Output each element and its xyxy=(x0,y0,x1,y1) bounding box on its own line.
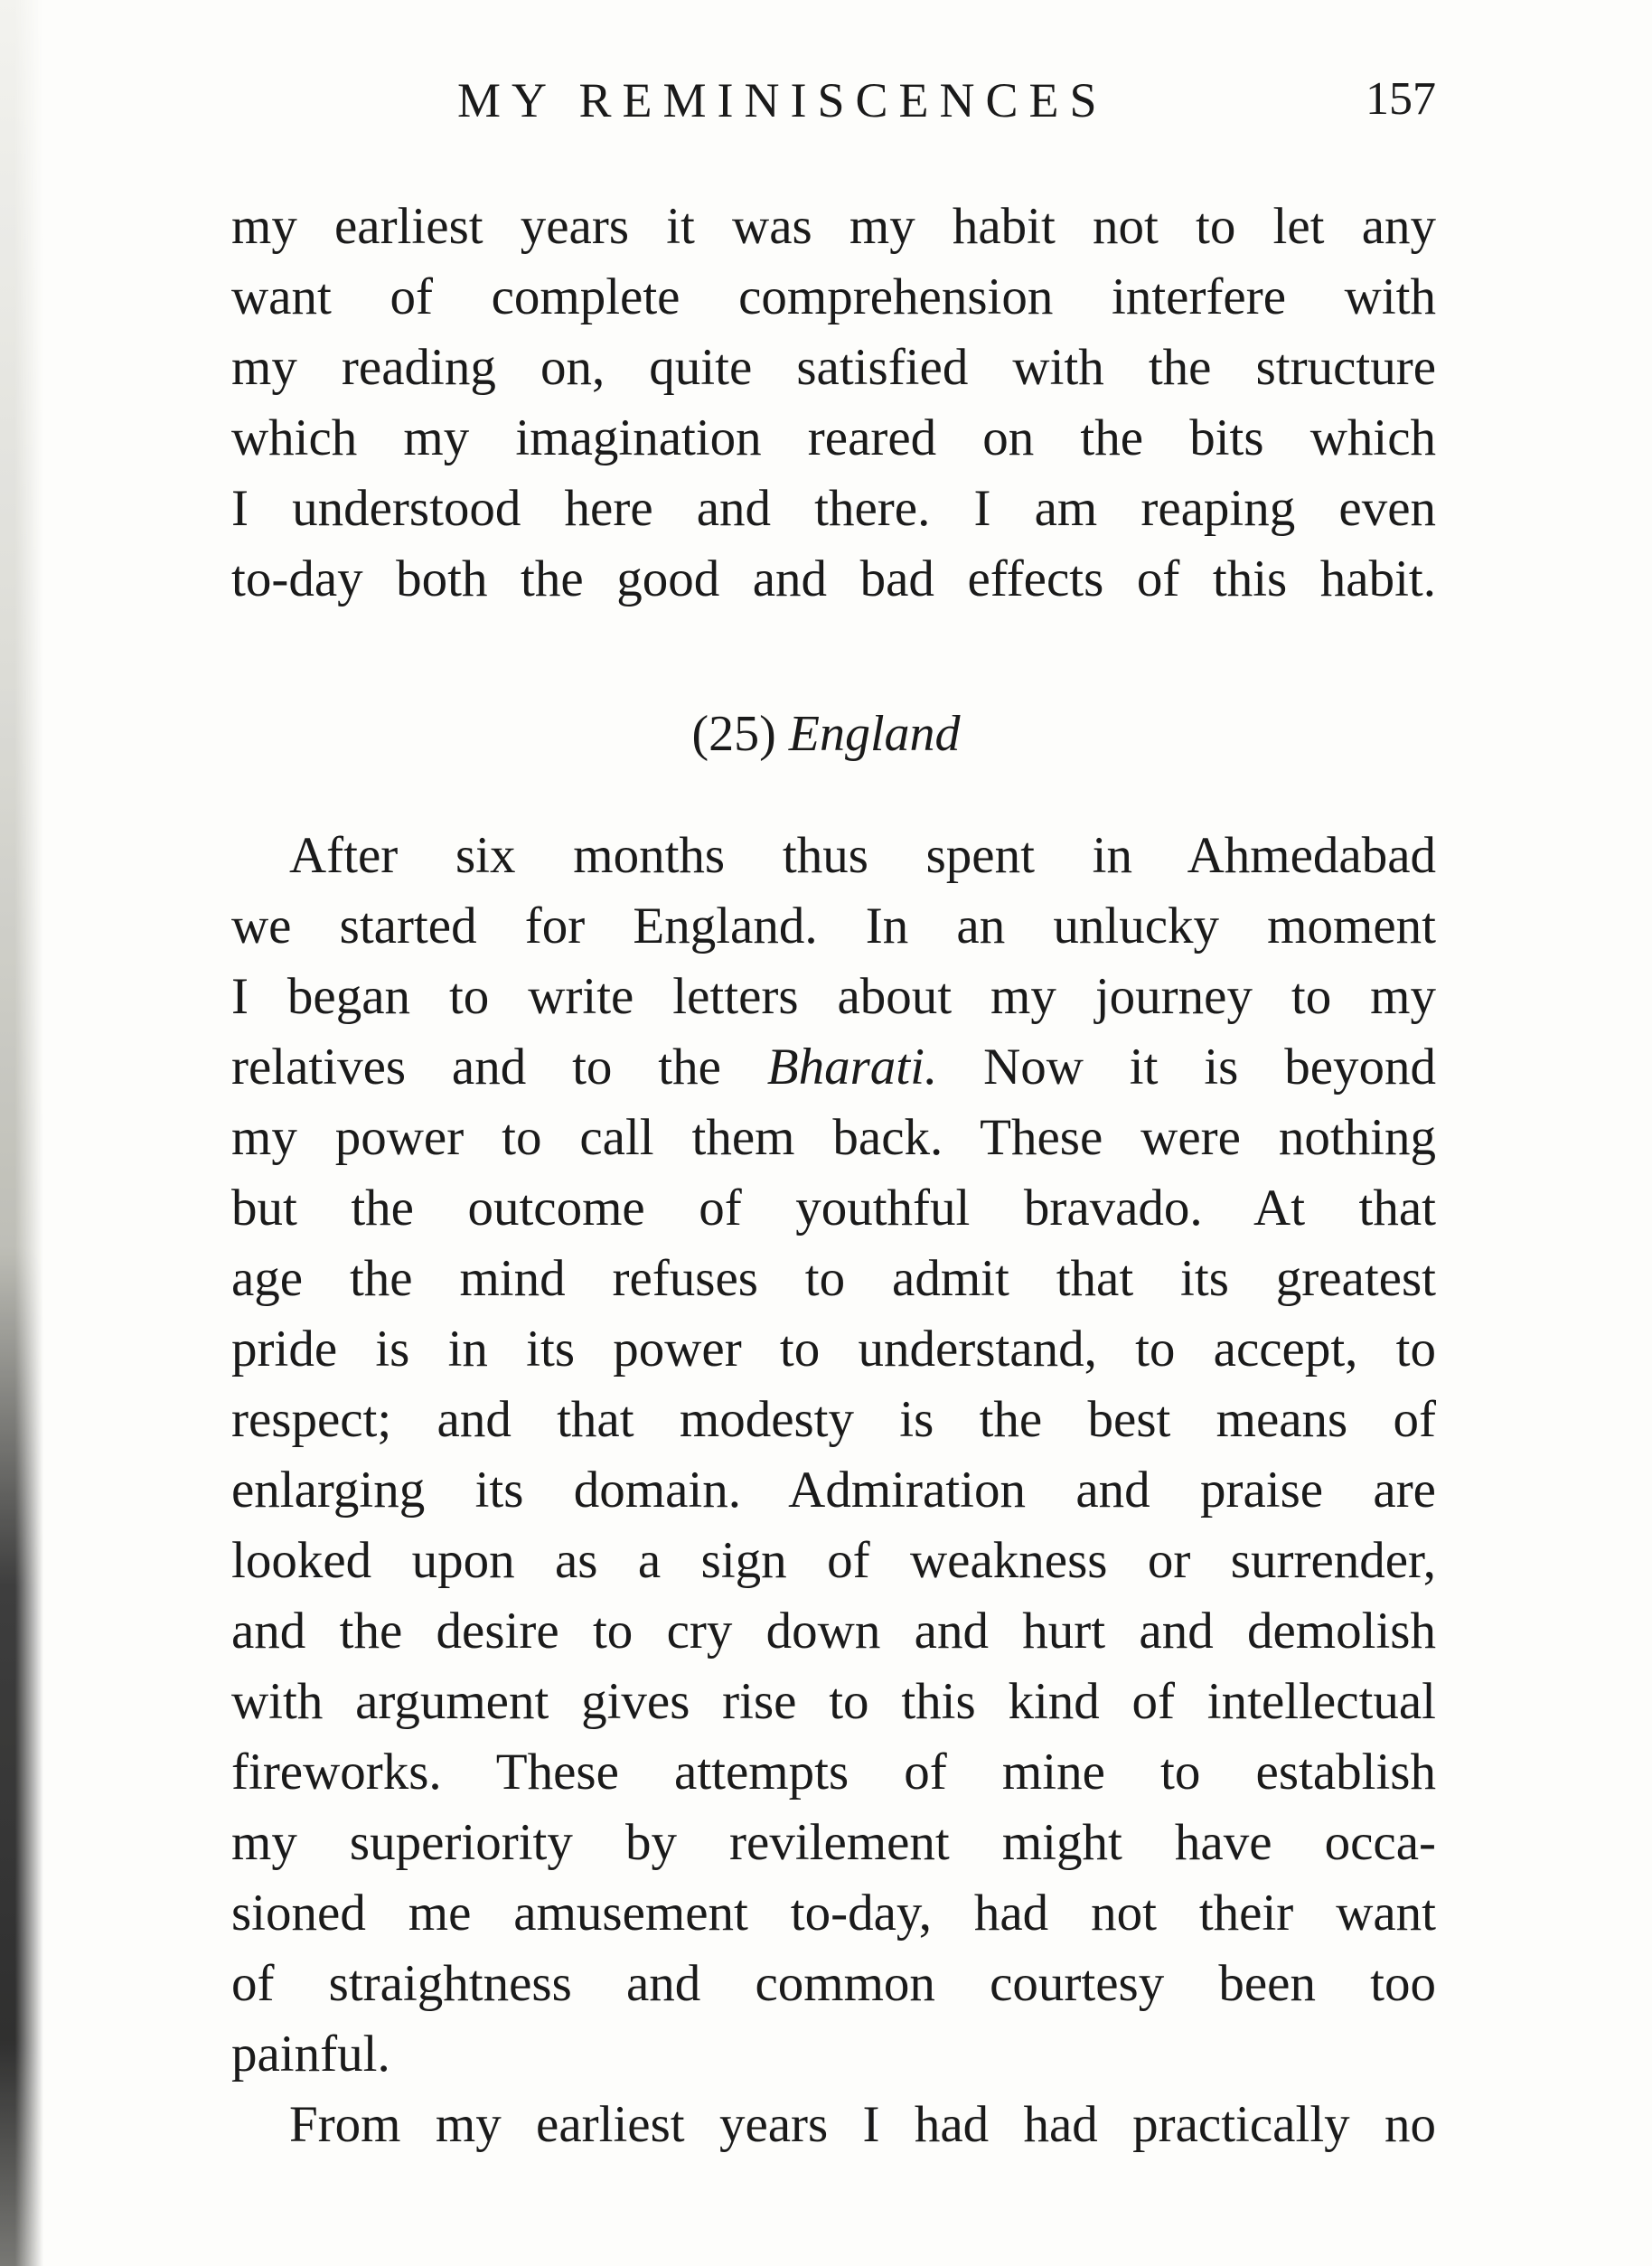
text-line: I understood here and there. I am reaping even xyxy=(231,480,1436,537)
page-number: 157 xyxy=(1366,73,1436,125)
text-line: looked upon as a sign of weakness or surrender, xyxy=(231,1532,1436,1589)
text-line: my reading on, quite satisfied with the structure xyxy=(231,339,1436,396)
text-line: sioned me amusement to-day, had not their want xyxy=(231,1885,1436,1942)
text-line: enlarging its domain. Admiration and praise are xyxy=(231,1462,1436,1519)
text-line: I began to write letters about my journey to my xyxy=(231,968,1436,1025)
section-heading xyxy=(0,705,1652,763)
page-header xyxy=(231,72,1436,145)
text-line: my earliest years it was my habit not to let any xyxy=(231,198,1436,255)
text-line: my superiority by revilement might have occa- xyxy=(231,1814,1436,1871)
section-title: England xyxy=(788,706,961,762)
text-line: with argument gives rise to this kind of intellectual xyxy=(231,1673,1436,1730)
paragraph-1 xyxy=(231,192,1436,615)
running-title: MY REMINISCENCES xyxy=(457,73,1108,127)
section-number: (25) xyxy=(691,706,776,762)
text-line xyxy=(231,1032,1436,1103)
text-line: and the desire to cry down and hurt and demolish xyxy=(231,1603,1436,1660)
paragraph-2 xyxy=(231,821,1436,2160)
text-line: my power to call them back. These were nothing xyxy=(231,1109,1436,1166)
text-line: we started for England. In an unlucky moment xyxy=(231,898,1436,954)
book-binding-shadow xyxy=(0,0,43,2266)
text-line: but the outcome of youthful bravado. At that xyxy=(231,1180,1436,1236)
text-line: which my imagination reared on the bits which xyxy=(231,409,1436,466)
text-line: fireworks. These attempts of mine to establish xyxy=(231,1744,1436,1801)
text-line: age the mind refuses to admit that its greatest xyxy=(231,1250,1436,1307)
text-line: respect; and that modesty is the best means of xyxy=(231,1391,1436,1448)
text-line: pride is in its power to understand, to accept, to xyxy=(231,1321,1436,1377)
text-line: After six months thus spent in Ahmedabad xyxy=(289,827,1436,884)
italic-title: Bharati. xyxy=(766,1039,938,1095)
text-line: to-day both the good and bad effects of this habit. xyxy=(231,550,1436,607)
text-fragment: Now it is beyond xyxy=(937,1039,1436,1095)
text-line: painful. xyxy=(231,2026,390,2083)
text-line: want of complete comprehension interfere with xyxy=(231,268,1436,325)
text-line: of straightness and common courtesy been too xyxy=(231,1955,1436,2012)
paragraph-3-line: From my earliest years I had had practically no xyxy=(289,2096,1436,2153)
text-fragment: relatives and to the xyxy=(231,1039,767,1095)
